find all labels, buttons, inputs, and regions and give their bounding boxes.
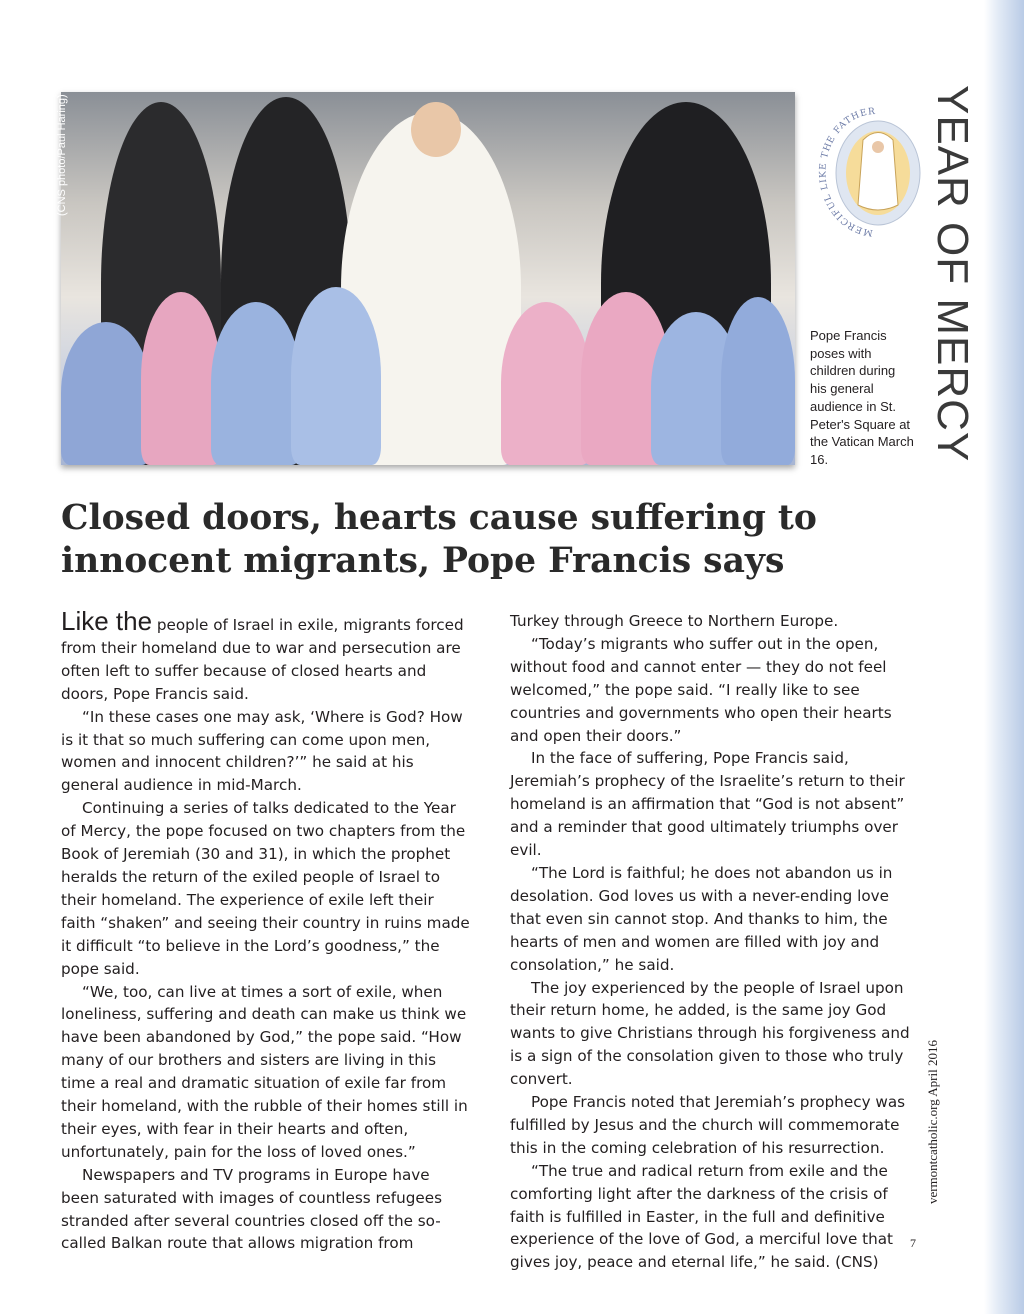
photo-caption: Pope Francis poses with children during his general audience in St. Peter's Square at the Vatican March 16. (810, 328, 914, 467)
page-number: 7 (910, 1236, 916, 1250)
article-paragraph: “The Lord is faithful; he does not abandon us in desolation. God loves us with a never-ending love that even sin cannot stop. And thanks to him, the hearts of men and women are filled with joy and consolation,” he said. (510, 863, 893, 974)
article-column-1 (61, 606, 471, 1255)
year-of-mercy-logo (818, 85, 928, 245)
footer-publication-date: vermontcatholic.org April 2016 (925, 1040, 940, 1205)
photo-credit: (CNS photo/Paul Haring) (56, 94, 68, 216)
article-headline: Closed doors, hearts cause suffering to innocent migrants, Pope Francis says (61, 498, 817, 581)
article-paragraph: In the face of suffering, Pope Francis said, Jeremiah’s prophecy of the Israelite’s return to their homeland is an affirmation that “God is not absent” and a reminder that good ultimately triumphs over evil. (510, 749, 905, 860)
logo-text: MERCIFUL LIKE THE FATHER (818, 106, 877, 238)
lead-in: Like the (61, 606, 153, 636)
article-paragraph: Newspapers and TV programs in Europe have been saturated with images of countless refugees stranded after several countries closed off the so-called Balkan route that allows migration from (61, 1165, 442, 1253)
section-title: YEAR OF MERCY (928, 85, 977, 463)
article-column-2 (510, 610, 920, 1274)
article-paragraph: Pope Francis noted that Jeremiah’s prophecy was fulfilled by Jesus and the church will commemorate this in the coming celebration of his resurrection. (510, 1093, 906, 1157)
article-paragraph: Turkey through Greece to Northern Europe. (510, 612, 839, 630)
article-paragraph: “Today’s migrants who suffer out in the open, without food and cannot enter — they do not feel welcomed,” the pope said. “I really like to see countries and governments who open their hearts and open their doors.” (510, 634, 892, 745)
article-paragraph: Like the people of Israel in exile, migrants forced from their homeland due to war and persecution are often left to suffer because of closed hearts and doors, Pope Francis said. (61, 606, 464, 703)
article-paragraph: “In these cases one may ask, ‘Where is God? How is it that so much suffering can come upon men, women and innocent children?’” he said at his general audience in mid-March. (61, 707, 463, 795)
pope-children-photo (61, 92, 795, 465)
article-paragraph: “We, too, can live at times a sort of exile, when loneliness, suffering and death can make us think we have been abandoned by God,” the pope said. “How many of our brothers and sisters are living in this time a real and dramatic situation of exile far from their homeland, with the rubble of their homes still in their eyes, with fear in their hearts and often, unfortunately, pain for the loss of loved ones.” (61, 982, 468, 1161)
page-edge-gradient (984, 0, 1024, 1314)
article-paragraph: The joy experienced by the people of Israel upon their return home, he added, is the same joy God wants to give Christians through his forgiveness and is a sign of the consolation given to those who truly convert. (510, 978, 910, 1089)
article-paragraph: “The true and radical return from exile and the comforting light after the darkness of the crisis of faith is fulfilled in Easter, in the full and definitive experience of the love of God, a merciful love that gives joy, peace and eternal life,” he said. (CNS) (510, 1161, 894, 1272)
article-paragraph: Continuing a series of talks dedicated to the Year of Mercy, the pope focused on two chapters from the Book of Jeremiah (30 and 31), in which the prophet heralds the return of the exiled people of Israel to their homeland. The experience of exile left their faith “shaken” and seeing their country in ruins made it difficult “to believe in the Lord’s goodness,” the pope said. (61, 799, 470, 978)
